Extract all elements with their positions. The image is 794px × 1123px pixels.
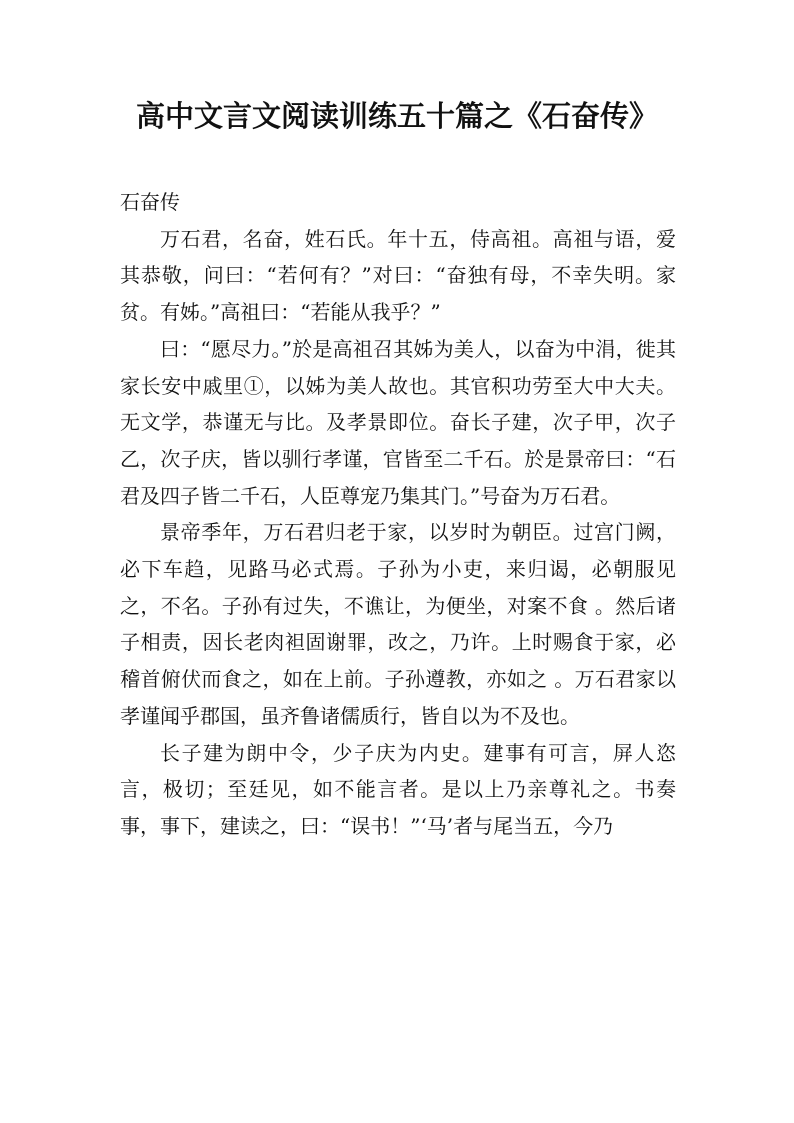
document-body bbox=[120, 184, 676, 845]
paragraph-1: 万石君，名奋，姓石氏。年十五，侍高祖。高祖与语，爱其恭敬，问曰：“若何有？”对曰：“奋独有母，不幸失明。家贫。有姊。”高祖曰：“若能从我乎？” bbox=[120, 226, 676, 325]
paragraph-4: 长子建为朗中令，少子庆为内史。建事有可言，屏人恣言，极切；至廷见，如不能言者。是以上乃亲尊礼之。书奏事，事下，建读之，曰：“误书！”‘马’者与尾当五，今乃 bbox=[120, 740, 676, 838]
paragraph-3: 景帝季年，万石君归老于家，以岁时为朝臣。过宫门阙，必下车趋，见路马必式焉。子孙为小吏，来归谒，必朝服见之，不名。子孙有过失，不谯让，为便坐，对案不食 。然后诸子相责，因长老肉袒固谢罪，改之，乃许。上时赐食于家，必稽首俯伏而食之，如在上前。子孙遵教，亦如之 。万石君家以孝谨闻乎郡国，虽齐鲁诸儒质行，皆自以为不及也。 bbox=[120, 520, 676, 728]
section-heading: 石奋传 bbox=[120, 190, 180, 214]
document-title: 高中文言文阅读训练五十篇之《石奋传》 bbox=[135, 99, 658, 133]
paragraph-2: 曰：“愿尽力。”於是高祖召其姊为美人，以奋为中涓，徙其家长安中戚里①，以姊为美人故也。其官积功劳至大中大夫。无文学，恭谨无与比。及孝景即位。奋长子建，次子甲，次子乙，次子庆，皆以驯行孝谨，官皆至二千石。於是景帝曰：“石君及四子皆二千石，人臣尊宠乃集其门。”号奋为万石君。 bbox=[120, 336, 676, 508]
